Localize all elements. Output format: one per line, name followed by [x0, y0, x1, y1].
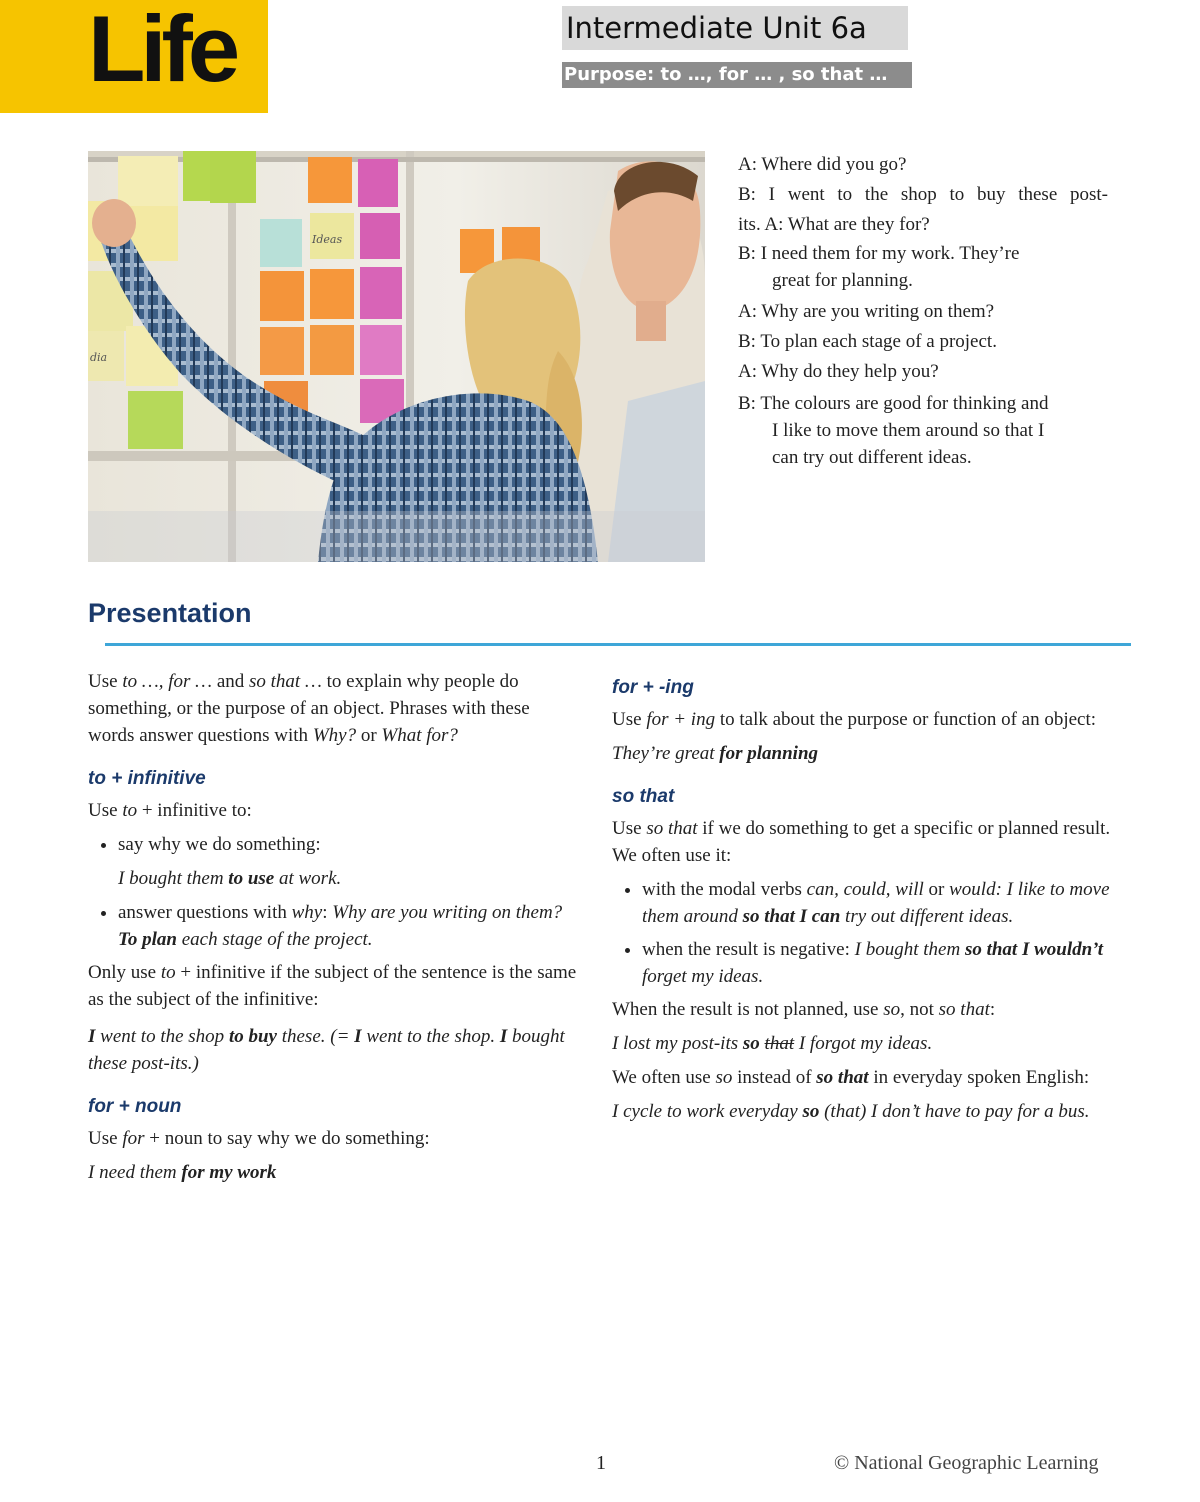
ing-example: They’re great for planning [612, 743, 819, 764]
dialogue-line: A: Why do they help you? [738, 361, 939, 382]
note-text-ideas: Ideas [312, 233, 343, 246]
section-title: Presentation [88, 598, 252, 628]
note-text-dia: dia [90, 351, 108, 364]
noun-use: Use for + noun to say why we do something: [88, 1128, 430, 1149]
unit-title: Intermediate Unit 6a [562, 6, 908, 50]
not-planned-example: I lost my post-its so that I forgot my ideas. [612, 1033, 933, 1054]
heading-for-noun: for + noun [88, 1096, 182, 1117]
dialogue-line: can try out different ideas. [772, 447, 972, 468]
unit-subtitle: Purpose: to …, for … , so that … [562, 62, 912, 88]
dialogue-line: B: To plan each stage of a project. [738, 331, 997, 352]
list-item: • say why we do something: I bought them to use at work. [118, 831, 578, 892]
only-use-example: I went to the shop to buy these. (= I went to the shop. I bought these post-its.) [88, 1026, 565, 1074]
copyright: © National Geographic Learning [834, 1452, 1099, 1474]
dialogue-line: B: I went to the shop to buy these post- [738, 184, 1108, 205]
dialogue-line: B: I need them for my work. They’re [738, 243, 1020, 264]
dialogue [738, 150, 1108, 471]
right-column [612, 676, 1112, 1132]
heading-to-infinitive: to + infinitive [88, 768, 206, 789]
post-it-photo [88, 151, 705, 562]
page-number: 1 [596, 1452, 606, 1474]
intro-paragraph: Use to …, for … and so that … to explain why people do something, or the purpose of an object. Phrases with these words answer questions with Why? or What for? [88, 671, 530, 746]
dialogue-line: great for planning. [772, 270, 913, 291]
so-that-bullets [612, 876, 1112, 990]
list-item: • answer questions with why: Why are you writing on them? To plan each stage of the project. [118, 899, 578, 953]
noun-example: I need them for my work [88, 1162, 277, 1183]
heading-so-that: so that [612, 786, 675, 807]
only-use-paragraph: Only use to + infinitive if the subject of the sentence is the same as the subject of the infinitive: [88, 962, 577, 1010]
dialogue-line: B: The colours are good for thinking and [738, 393, 1049, 414]
heading-for-ing: for + -ing [612, 677, 694, 698]
dialogue-line: its. A: What are they for? [738, 214, 930, 235]
photo-illustration [88, 151, 705, 562]
list-item: • when the result is negative: I bought them so that I wouldn’t forget my ideas. [642, 936, 1112, 990]
life-logo [0, 0, 268, 113]
dialogue-line: A: Where did you go? [738, 154, 907, 175]
list-item: • with the modal verbs can, could, will or would: I like to move them around so that I can try out different ideas. [642, 876, 1112, 930]
often-paragraph: We often use so instead of so that in everyday spoken English: [612, 1067, 1090, 1088]
often-example: I cycle to work everyday so (that) I don’t have to pay for a bus. [612, 1101, 1090, 1122]
infinitive-use: Use to + infinitive to: [88, 800, 252, 821]
so-that-use: Use so that if we do something to get a specific or planned result. We often use it: [612, 818, 1111, 866]
ing-use: Use for + ing to talk about the purpose or function of an object: [612, 709, 1097, 730]
left-column [88, 668, 578, 1193]
dialogue-line: I like to move them around so that I [772, 420, 1045, 441]
logo-text: Life [88, 0, 236, 101]
infinitive-bullets [88, 831, 578, 953]
section-divider [105, 643, 1131, 646]
not-planned-paragraph: When the result is not planned, use so, not so that: [612, 999, 996, 1020]
dialogue-line: A: Why are you writing on them? [738, 301, 995, 322]
